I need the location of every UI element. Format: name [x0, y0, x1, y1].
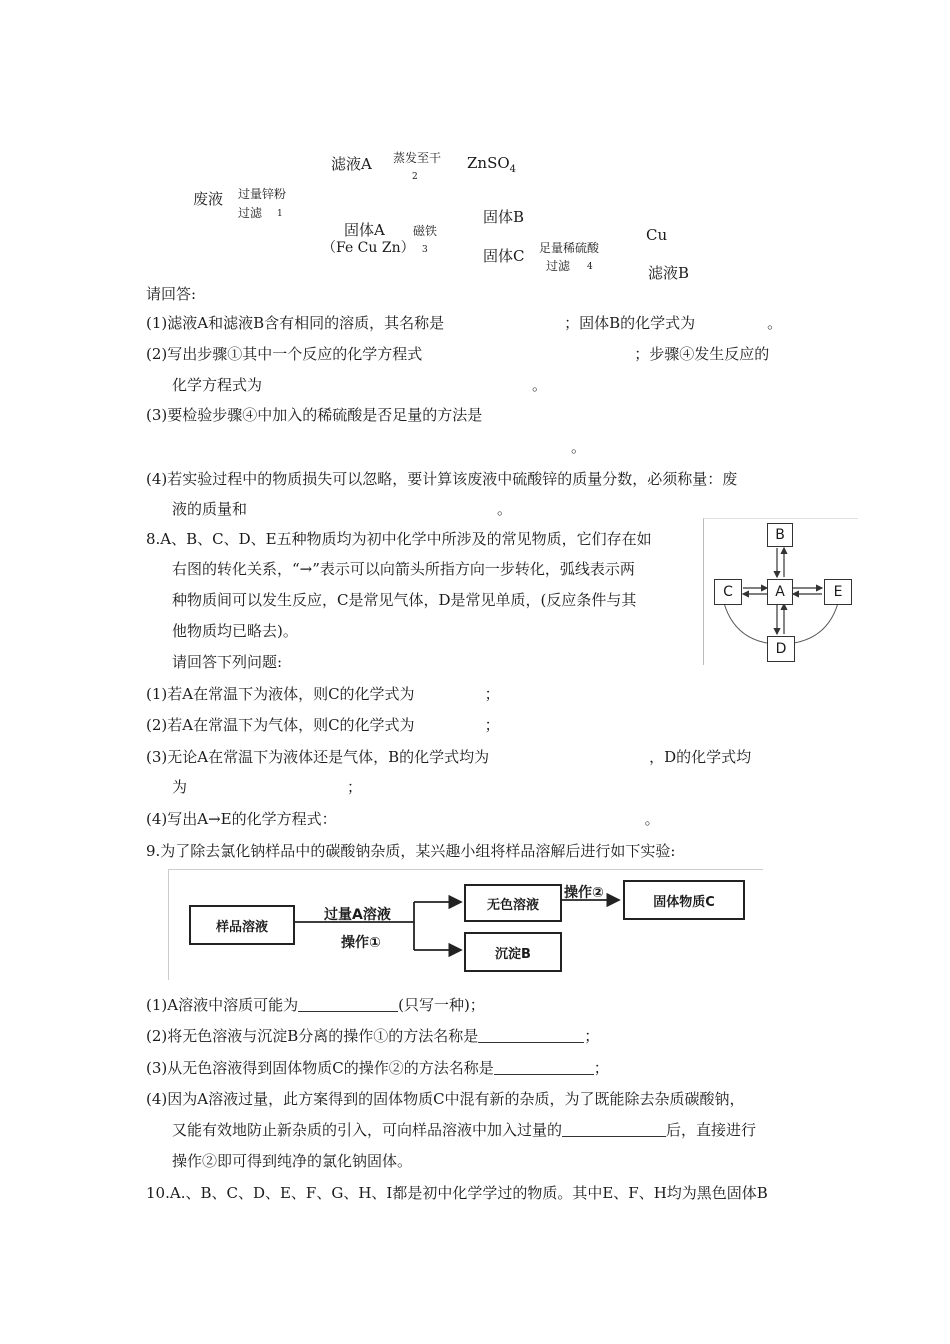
q7-part2-text3: 化学方程式为 — [172, 376, 263, 394]
flow-filtrate-a: 滤液A — [331, 155, 372, 173]
q9-question4-cont — [172, 1119, 756, 1140]
q7-part2-cont — [172, 374, 547, 395]
q8-stem-line4: 他物质均已略去)。 — [172, 622, 298, 640]
q7-part4-cont — [172, 498, 512, 519]
flow-znso4-subscript: 4 — [509, 164, 517, 175]
flow-step4-reagent: 足量稀硫酸 — [539, 241, 600, 255]
q8-question3-end: ； — [347, 778, 363, 796]
q8-question1 — [146, 683, 500, 704]
flow-solid-a-composition: （Fe Cu Zn） — [322, 240, 415, 256]
q7-part1-text: (1)滤液A和滤液B含有相同的溶质，其名称是 — [146, 314, 445, 332]
q9-question1-text: (1)A溶液中溶质可能为 — [146, 996, 299, 1014]
q9-op1-label: 操作① — [341, 935, 381, 951]
flow-step1-number: 1 — [277, 209, 283, 219]
q7-part4-end: 。 — [497, 500, 513, 518]
flow-step1-operation: 过滤 — [238, 206, 263, 220]
q8-stem-line3: 种物质间可以发生反应，C是常见气体，D是常见单质，(反应条件与其 — [172, 591, 637, 609]
q8-node-e: E — [824, 579, 852, 605]
q9-question2-end: ； — [584, 1027, 600, 1045]
q7-prompt: 请回答: — [146, 285, 197, 303]
flow-step3-operation: 磁铁 — [413, 224, 438, 238]
flow-step4-operation: 过滤 — [546, 259, 571, 273]
q8-question3-text: (3)无论A在常温下为液体还是气体，B的化学式均为 — [146, 748, 490, 766]
q8-node-b: B — [767, 523, 793, 547]
q7-part2-text2: ；步骤④发生反应的 — [634, 345, 770, 363]
q8-question2-end: ； — [484, 716, 500, 734]
flow-cu: Cu — [646, 226, 668, 244]
q9-question3-text: (3)从无色溶液得到固体物质C的操作②的方法名称是 — [146, 1059, 494, 1077]
q9-question3 — [146, 1057, 609, 1078]
flow-waste: 废液 — [193, 190, 224, 208]
flow-filtrate-b: 滤液B — [648, 264, 690, 282]
q9-node-precip: 沉淀B — [464, 932, 562, 972]
q8-relation-diagram — [703, 518, 858, 665]
q9-question4-text: 又能有效地防止新杂质的引入，可向样品溶液中加入过量的 — [172, 1121, 563, 1139]
q8-question2-text: (2)若A在常温下为气体，则C的化学式为 — [146, 716, 415, 734]
q10-stem-line1: 10.A.、B、C、D、E、F、G、H、I都是初中化学学过的物质。其中E、F、H均为黑色固体B — [146, 1184, 768, 1202]
q9-node-solid-c: 固体物质C — [623, 880, 745, 920]
flow-solid-b: 固体B — [483, 208, 525, 226]
flow-solid-a: 固体A — [344, 221, 385, 239]
q8-question4 — [146, 808, 660, 829]
q9-reagent-label: 过量A溶液 — [324, 907, 391, 923]
q8-stem-line5: 请回答下列问题: — [172, 653, 283, 671]
q9-intro: 9.为了除去氯化钠样品中的碳酸钠杂质，某兴趣小组将样品溶解后进行如下实验: — [146, 842, 676, 860]
q8-node-a: A — [767, 579, 793, 605]
flow-step4-number: 4 — [587, 262, 593, 272]
q9-question4-text2: 后，直接进行 — [666, 1121, 757, 1139]
q9-question2-text: (2)将无色溶液与沉淀B分离的操作①的方法名称是 — [146, 1027, 479, 1045]
q9-question1 — [146, 994, 485, 1015]
q7-part2-text: (2)写出步骤①其中一个反应的化学方程式 — [146, 345, 423, 363]
q8-node-c: C — [714, 579, 742, 605]
q8-question3-text3: 为 — [172, 778, 188, 796]
q7-part2 — [146, 343, 769, 364]
q9-node-sample: 样品溶液 — [189, 905, 295, 945]
q7-part2-end: 。 — [532, 376, 548, 394]
flow-solid-c: 固体C — [483, 247, 525, 265]
flow-step2-operation: 蒸发至干 — [393, 151, 442, 165]
q9-op2-label: 操作② — [564, 885, 604, 901]
q8-question4-text: (4)写出A→E的化学方程式： — [146, 810, 337, 828]
q8-question4-end: 。 — [644, 810, 660, 828]
q7-part1-text2: ；固体B的化学式为 — [564, 314, 696, 332]
q8-question3 — [146, 746, 751, 767]
q7-part1-end: 。 — [767, 314, 783, 332]
q9-process-diagram — [168, 869, 763, 980]
flow-step2-number: 2 — [412, 172, 418, 182]
q8-stem-line2: 右图的转化关系，“→”表示可以向箭头所指方向一步转化，弧线表示两 — [172, 560, 635, 578]
q9-node-colorless: 无色溶液 — [464, 884, 562, 922]
q7-part1 — [146, 312, 782, 333]
q8-question2 — [146, 714, 500, 735]
q8-question1-text: (1)若A在常温下为液体，则C的化学式为 — [146, 685, 415, 703]
q8-question3-text2: ，D的化学式均 — [649, 748, 752, 766]
q8-node-d: D — [767, 636, 795, 662]
q7-part3: (3)要检验步骤④中加入的稀硫酸是否足量的方法是 — [146, 406, 483, 424]
q8-stem-line1: 8.A、B、C、D、E五种物质均为初中化学中所涉及的常见物质，它们存在如 — [146, 530, 652, 548]
q9-question2 — [146, 1025, 599, 1046]
q9-question3-end: ； — [593, 1059, 609, 1077]
flow-step1-reagent: 过量锌粉 — [238, 187, 287, 201]
q7-part4-text: 液的质量和 — [172, 500, 248, 518]
q7-part3-end: 。 — [571, 438, 587, 456]
flow-znso4: ZnSO$_4$ — [467, 154, 517, 175]
q8-question3-cont — [172, 776, 362, 797]
flow-step3-number: 3 — [422, 245, 428, 255]
q9-question1-end: (只写一种)； — [398, 996, 485, 1014]
q9-question4: (4)因为A溶液过量，此方案得到的固体物质C中混有新的杂质，为了既能除去杂质碳酸钠， — [146, 1090, 745, 1108]
q8-question1-end: ； — [484, 685, 500, 703]
q7-part4: (4)若实验过程中的物质损失可以忽略，要计算该废液中硫酸锌的质量分数，必须称量：废 — [146, 470, 738, 488]
q9-question4-end: 操作②即可得到纯净的氯化钠固体。 — [172, 1152, 413, 1170]
